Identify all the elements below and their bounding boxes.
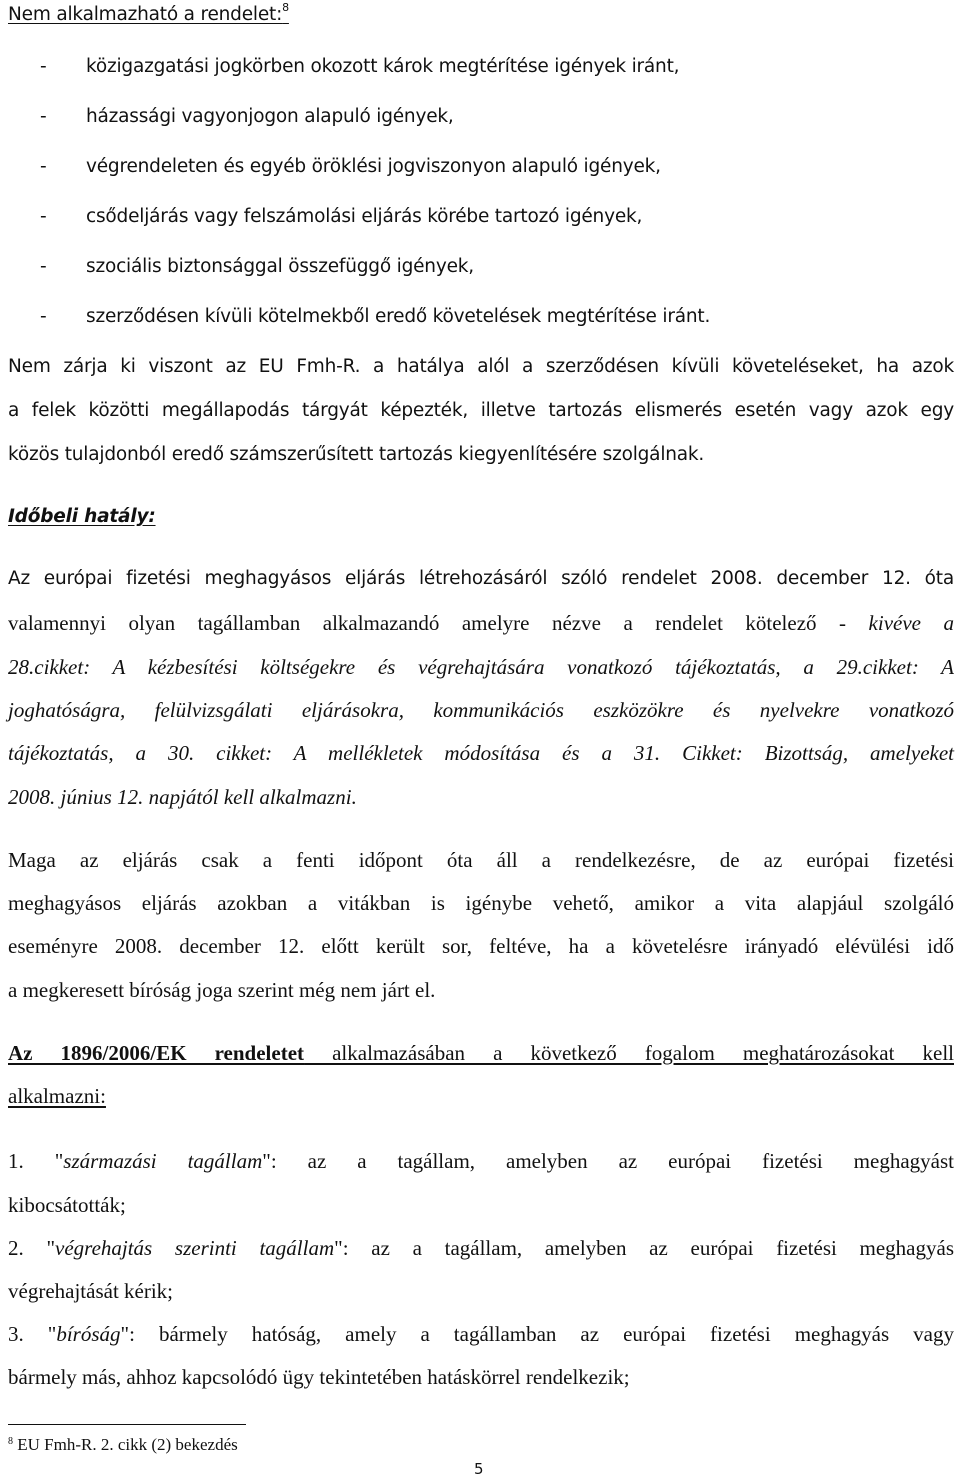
paragraph-line: valamennyi olyan tagállamban alkalmazandó amelyre nézve a rendelet kötelező - kivéve a [8, 611, 954, 635]
list-item-text: csődeljárás vagy felszámolási eljárás körébe tartozó igények, [86, 206, 643, 227]
definitions-heading-line: alkalmazni: [8, 1084, 106, 1108]
definition-item-1-cont: kibocsátották; [8, 1193, 126, 1217]
list-dash: - [40, 256, 47, 277]
list-dash: - [40, 56, 47, 77]
definition-item-3: 3. "bíróság": bármely hatóság, amely a tagállamban az európai fizetési meghagyás vagy [8, 1322, 954, 1346]
list-item-text: szociális biztonsággal összefüggő igények, [86, 256, 474, 277]
footnote-mark: 8 [8, 1436, 13, 1447]
paragraph-line: eseményre 2008. december 12. előtt került sor, feltéve, ha a követelésre irányadó elévülési idő [8, 934, 954, 958]
list-item-text: szerződésen kívüli kötelmekből eredő követelések megtérítése iránt. [86, 306, 711, 327]
paragraph-line: a felek közötti megállapodás tárgyát képezték, illetve tartozás elismerés esetén vagy azok egy [8, 400, 954, 421]
paragraph-line: Nem zárja ki viszont az EU Fmh-R. a hatálya alól a szerződésen kívüli követeléseket, ha azok [8, 356, 954, 377]
definition-item-2: 2. "végrehajtás szerinti tagállam": az a tagállam, amelyben az európai fizetési meghagyás [8, 1236, 954, 1260]
definitions-heading-line: Az 1896/2006/EK rendeletet alkalmazásában a következő fogalom meghatározásokat kell [8, 1041, 954, 1065]
paragraph-line: a megkeresett bíróság joga szerint még nem járt el. [8, 978, 436, 1002]
list-dash: - [40, 156, 47, 177]
paragraph-line: meghagyásos eljárás azokban a vitákban is igénybe vehető, amikor a vita alapjául szolgáló [8, 891, 954, 915]
footnote-separator [8, 1424, 246, 1425]
list-dash: - [40, 106, 47, 127]
temporal-scope-heading: Időbeli hatály: [8, 506, 156, 527]
list-dash: - [40, 306, 47, 327]
definition-item-1: 1. "származási tagállam": az a tagállam, amelyben az európai fizetési meghagyást [8, 1149, 954, 1173]
paragraph-line: Maga az eljárás csak a fenti időpont óta áll a rendelkezésre, de az európai fizetési [8, 848, 954, 872]
not-applicable-heading: Nem alkalmazható a rendelet:$^8$ [8, 1, 289, 25]
list-item-text: közigazgatási jogkörben okozott károk megtérítése igények iránt, [86, 56, 680, 77]
list-dash: - [40, 206, 47, 227]
list-item-text: végrendeleten és egyéb öröklési jogviszonyon alapuló igények, [86, 156, 661, 177]
definition-item-3-cont: bármely más, ahhoz kapcsolódó ügy tekintetében hatáskörrel rendelkezik; [8, 1365, 630, 1389]
page-number: 5 [474, 1460, 484, 1478]
paragraph-line: 2008. június 12. napjától kell alkalmazni. [8, 785, 357, 809]
paragraph-line: Az európai fizetési meghagyásos eljárás létrehozásáról szóló rendelet 2008. december 12. óta [8, 568, 954, 589]
definition-item-2-cont: végrehajtását kérik; [8, 1279, 174, 1303]
paragraph-line: 28.cikket: A kézbesítési költségekre és végrehajtására vonatkozó tájékoztatás, a 29.cikket: A [8, 655, 954, 679]
paragraph-line: közös tulajdonból eredő számszerűsített tartozás kiegyenlítésére szolgálnak. [8, 444, 705, 465]
footnote-reference[interactable]: 8 [282, 1, 289, 14]
footnote [8, 1435, 238, 1455]
list-item-text: házassági vagyonjogon alapuló igények, [86, 106, 454, 127]
footnote-text: EU Fmh-R. 2. cikk (2) bekezdés [13, 1435, 238, 1454]
paragraph-line: tájékoztatás, a 30. cikket: A mellékletek módosítása és a 31. Cikket: Bizottság, amelyeket [8, 741, 954, 765]
paragraph-line: joghatóságra, felülvizsgálati eljárásokra, kommunikációs eszközökre és nyelvekre vonatkozó [8, 698, 954, 722]
